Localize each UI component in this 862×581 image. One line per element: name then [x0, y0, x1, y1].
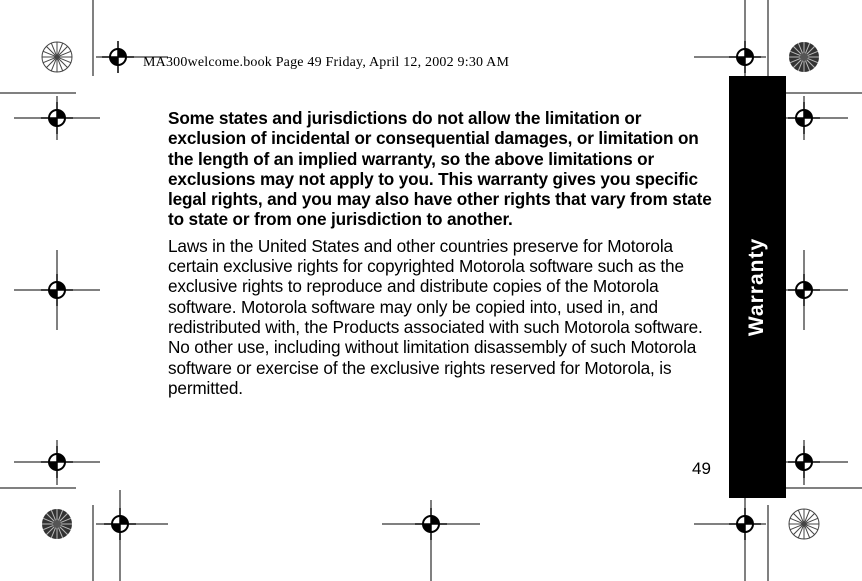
page-number: 49 [692, 459, 711, 478]
body-text [168, 108, 716, 398]
limitation-paragraph: Some states and jurisdictions do not allow the limitation or exclusion of incidental or consequential damages, or limitation on the length of an implied warranty, so the above limitations or exclusions may not apply to you. This warranty gives you specific legal rights, and you may also have other rights that vary from state to state or from one jurisdiction to another. [168, 108, 712, 230]
section-tab [729, 76, 786, 498]
print-slug: MA300welcome.book Page 49 Friday, April 12, 2002 9:30 AM [143, 55, 510, 70]
software-rights-paragraph: Laws in the United States and other countries preserve for Motorola certain exclusive rights for copyrighted Motorola software such as the exclusive rights to reproduce and distribute copies of the Motorola software. Motorola software may only be copied into, used in, and redistributed with, the Products associated with such Motorola software. No other use, including without limitation disassembly of such Motorola software or exercise of the exclusive rights reserved for Motorola, is permitted. [168, 235, 703, 398]
section-tab-label: Warranty [745, 237, 768, 337]
